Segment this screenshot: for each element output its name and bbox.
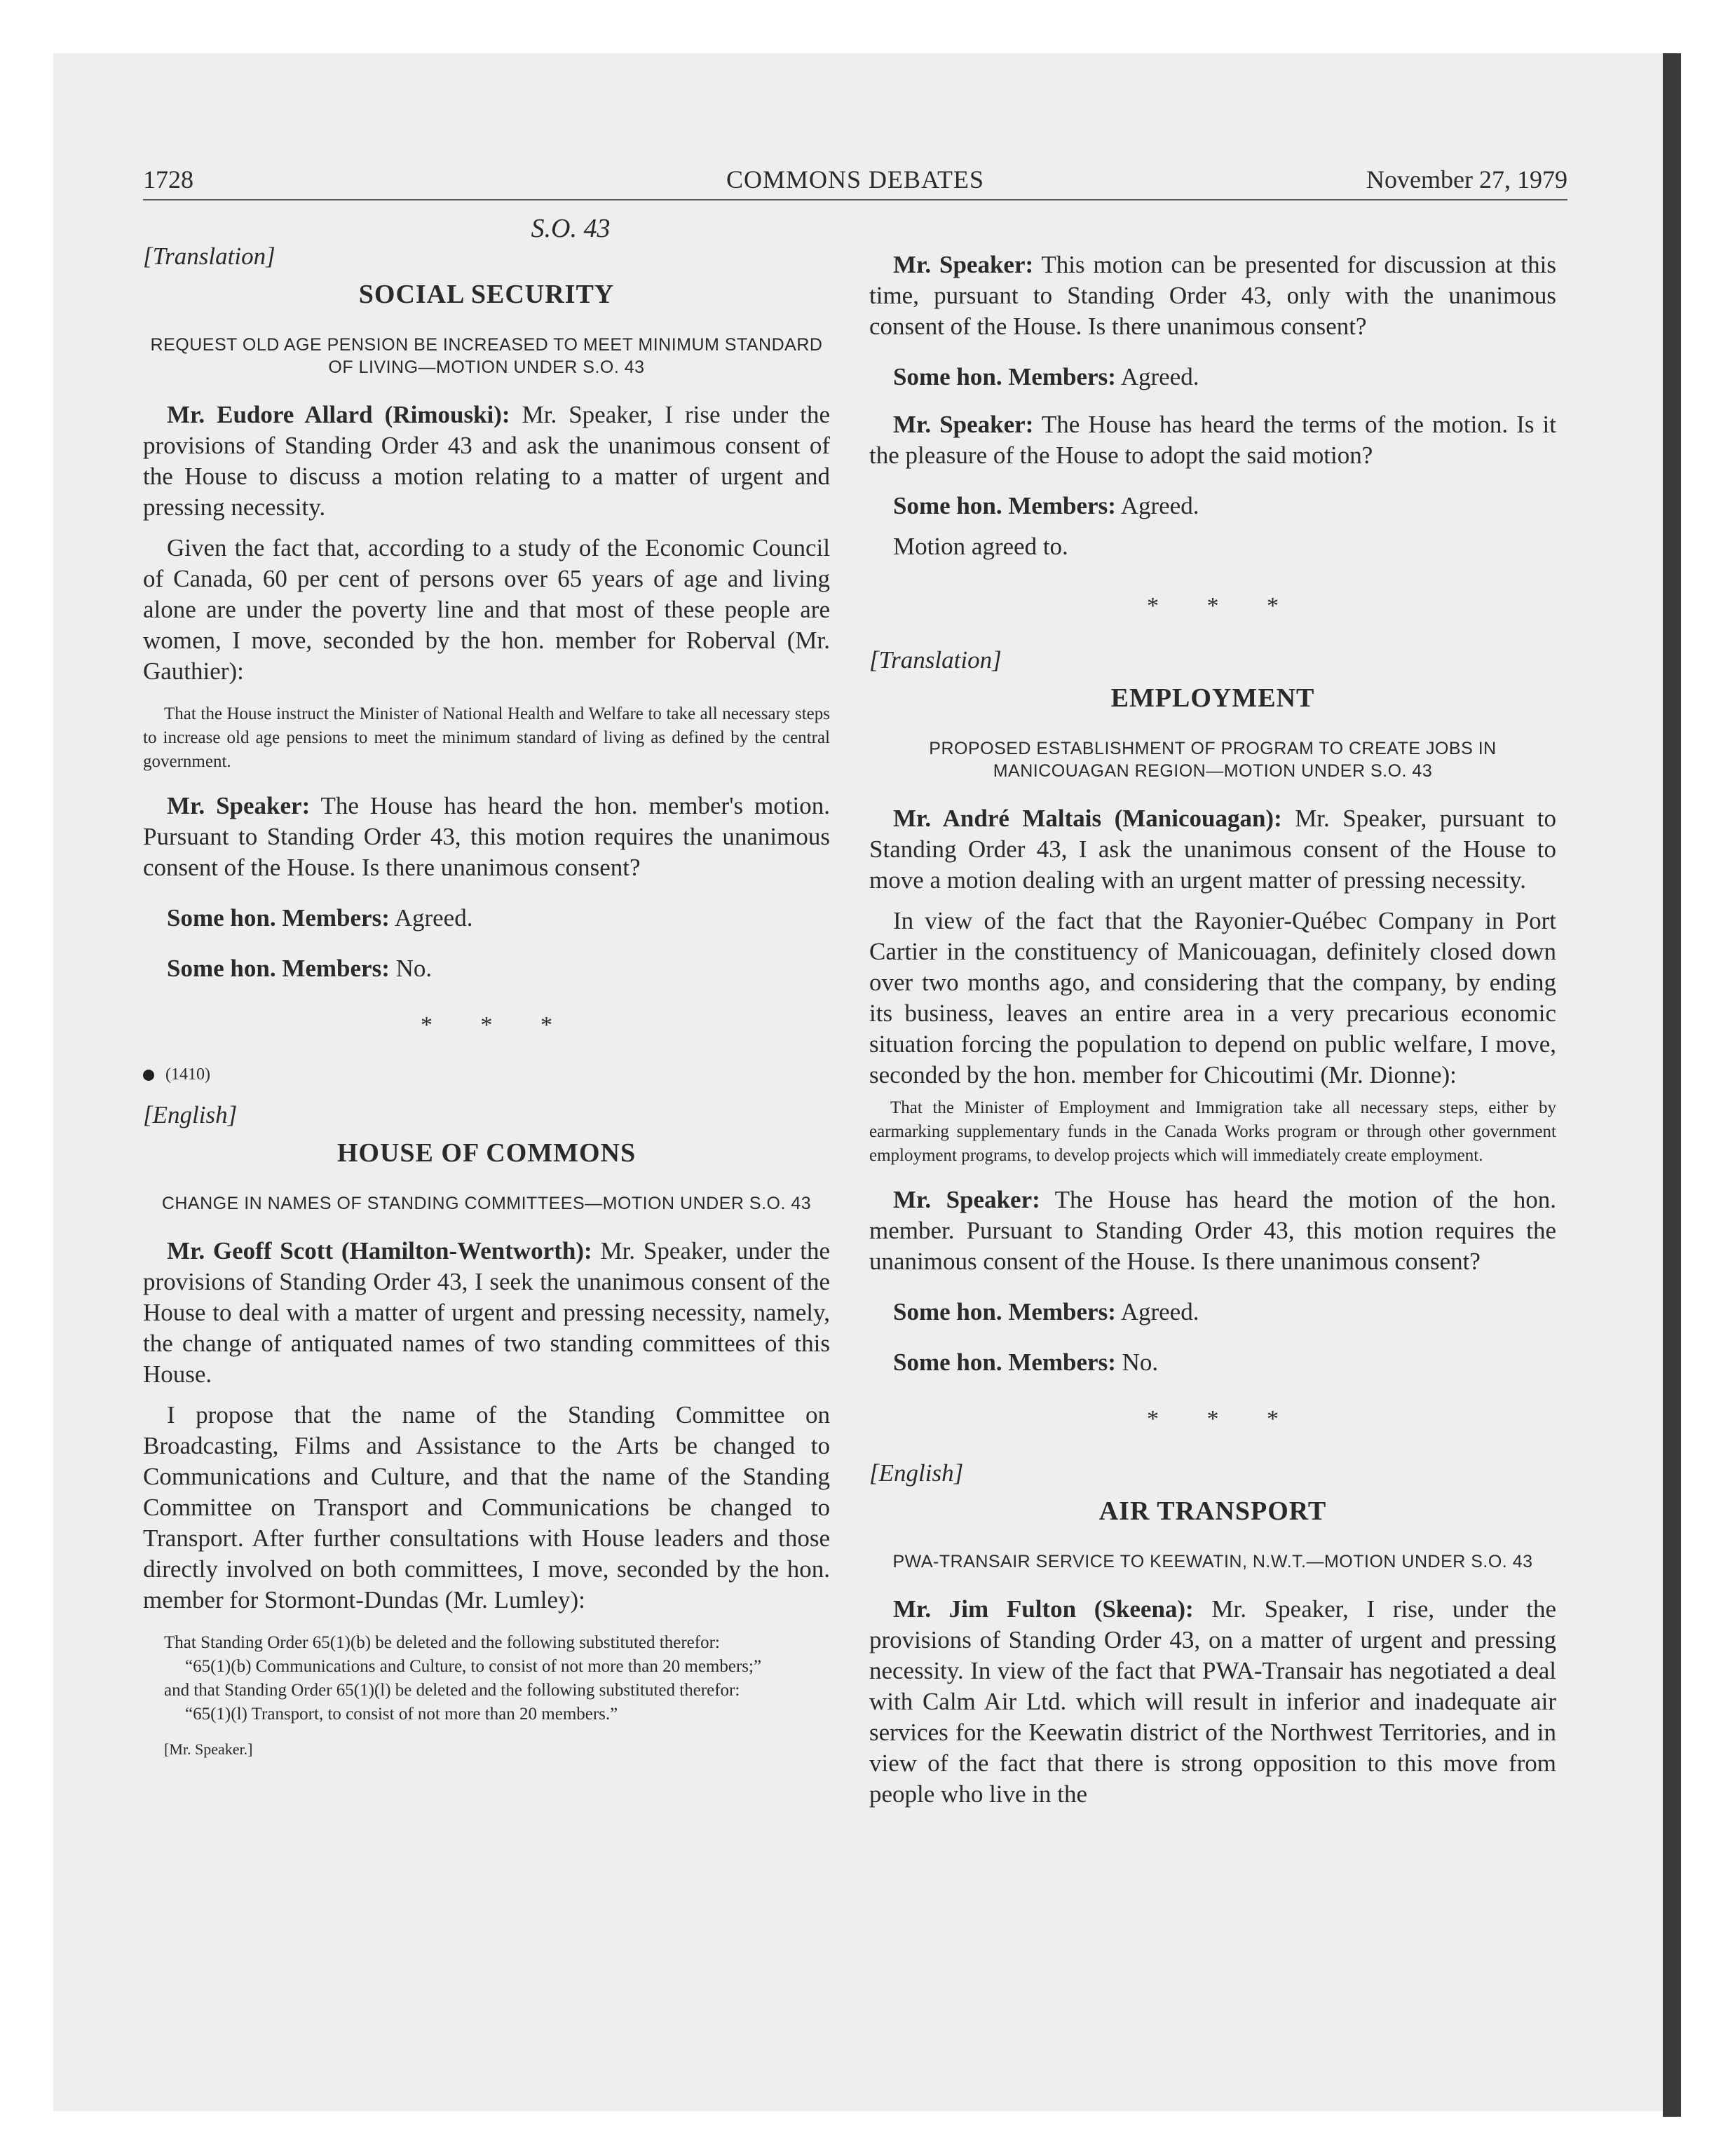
section-label-so43: S.O. 43: [531, 214, 611, 243]
speaker-name: Mr. Speaker:: [893, 1186, 1040, 1213]
section-separator: * * *: [1147, 593, 1300, 619]
speaker-name: Mr. André Maltais (Manicouagan):: [893, 805, 1282, 832]
paragraph-fulton-intro: [869, 1594, 1556, 1810]
paragraph-text: Mr. Speaker, under the provisions of Standing Order 43, I seek the unanimous consent of the House to deal with a matter of urgent and pressing necessity, namely, the change of antiquated names of two standing committees of this House.: [143, 1237, 830, 1388]
speaker-name: Mr. Eudore Allard (Rimouski):: [167, 401, 510, 428]
page-date: November 27, 1979: [1366, 165, 1567, 193]
paragraph-text: This motion can be presented for discussion at this time, pursuant to Standing Order 43, only with the unanimous consent of the House. Is there unanimous consent?: [869, 251, 1556, 340]
translation-tag: [Translation]: [143, 243, 275, 270]
reply-text: No.: [389, 955, 433, 982]
motion-text-line-4: “65(1)(l) Transport, to consist of not more than 20 members.”: [185, 1705, 618, 1724]
speaker-name: Mr. Geoff Scott (Hamilton-Wentworth):: [167, 1237, 592, 1264]
motion-text-line-2: “65(1)(b) Communications and Culture, to consist of not more than 20 members;”: [185, 1657, 762, 1676]
reply-text: Agreed.: [389, 904, 473, 932]
publication-title: COMMONS DEBATES: [726, 165, 985, 193]
section-separator: * * *: [421, 1012, 573, 1038]
paragraph-speaker-response: [869, 1185, 1556, 1277]
motion-text-line-3: and that Standing Order 65(1)(l) be deleted and the following substituted therefor:: [164, 1681, 740, 1700]
section-subheading-social-security: REQUEST OLD AGE PENSION BE INCREASED TO MEET MINIMUM STANDARD OF LIVING—MOTION UNDER S.O. 43: [150, 335, 823, 377]
speaker-name: Some hon. Members:: [893, 492, 1116, 519]
paragraph-speaker-response: [143, 791, 830, 883]
speaker-name: Some hon. Members:: [893, 363, 1116, 390]
paragraph-text: Mr. Speaker, I rise under the provisions of Standing Order 43 and ask the unanimous consent of the House to discuss a motion relating to a matter of urgent and pressing necessity.: [143, 401, 830, 521]
scan-edge-bar: [1663, 53, 1681, 2117]
reply-text: Agreed.: [1115, 1298, 1199, 1325]
motion-text-pensions: That the House instruct the Minister of National Health and Welfare to take all necessary steps to increase old age pensions to meet the minimum standard of living as defined by the central government.: [143, 704, 830, 771]
speaker-name: Some hon. Members:: [893, 1298, 1116, 1325]
speaker-name: Some hon. Members:: [167, 955, 390, 982]
motion-text-line-1: That Standing Order 65(1)(b) be deleted and the following substituted therefor:: [164, 1633, 720, 1652]
page-number: 1728: [143, 165, 193, 193]
section-separator: * * *: [1147, 1406, 1300, 1432]
members-reply-agreed: [869, 491, 1556, 521]
paragraph-speaker-consent: [869, 250, 1556, 342]
members-reply-agreed: [143, 903, 830, 934]
time-marker: [143, 1065, 830, 1084]
members-reply-no: [143, 953, 830, 984]
motion-text-employment: That the Minister of Employment and Immigration take all necessary steps, either by earmarking supplementary funds in the Canada Works program or through other government employment programs, to develop projects which will immediately create employment.: [869, 1098, 1556, 1165]
english-tag: [English]: [143, 1101, 238, 1128]
reply-text: Agreed.: [1115, 492, 1199, 519]
paragraph-maltais-preamble: In view of the fact that the Rayonier-Québec Company in Port Cartier in the constituency of Manicouagan, definitely closed down over two months ago, and considering that the company, by ending its business, leaves an entire area in a very precarious economic situation forcing the population to depend on public welfare, I move, seconded by the hon. member for Chicoutimi (Mr. Dionne):: [869, 907, 1556, 1089]
paragraph-allard-intro: [143, 400, 830, 523]
paragraph-speaker-adopt: [869, 409, 1556, 471]
section-subheading-air-transport: PWA-TRANSAIR SERVICE TO KEEWATIN, N.W.T.—MOTION UNDER S.O. 43: [892, 1552, 1533, 1571]
section-heading-house-of-commons: HOUSE OF COMMONS: [336, 1138, 637, 1168]
translation-tag: [Translation]: [869, 646, 1002, 674]
paragraph-scott-proposal: I propose that the name of the Standing Committee on Broadcasting, Films and Assistance to the Arts be changed to Communications and Culture, and that the name of the Standing Committee on Transport and Communications be changed to Transport. After further consultations with House leaders and those directly involved on both committees, I move, seconded by the hon. member for Stormont-Dundas (Mr. Lumley):: [143, 1401, 830, 1613]
section-subheading-house-of-commons: CHANGE IN NAMES OF STANDING COMMITTEES—MOTION UNDER S.O. 43: [161, 1194, 812, 1213]
paragraph-scott-intro: [143, 1236, 830, 1390]
bullet-icon: [143, 1070, 154, 1081]
english-tag: [English]: [869, 1459, 964, 1487]
members-reply-agreed: [869, 362, 1556, 393]
speaker-name: Mr. Speaker:: [167, 792, 311, 819]
reply-text: No.: [1115, 1349, 1159, 1376]
time-marker-text: (1410): [165, 1065, 210, 1084]
paragraph-text: The House has heard the motion of the hon. member. Pursuant to Standing Order 43, this motion requires the unanimous consent of the House. Is there unanimous consent?: [869, 1186, 1556, 1275]
paragraph-allard-motion-preamble: Given the fact that, according to a study of the Economic Council of Canada, 60 per cent of persons over 65 years of age and living alone are under the poverty line and that most of these people are women, I move, seconded by the hon. member for Roberval (Mr. Gauthier):: [143, 534, 830, 685]
paragraph-text: The House has heard the hon. member's motion. Pursuant to Standing Order 43, this motion requires the unanimous consent of the House. Is there unanimous consent?: [143, 792, 830, 881]
motion-agreed: Motion agreed to.: [893, 533, 1068, 560]
speaker-name: Mr. Speaker:: [893, 411, 1034, 438]
speaker-tag: [Mr. Speaker.]: [164, 1740, 253, 1758]
speaker-name: Some hon. Members:: [167, 904, 390, 932]
speaker-name: Some hon. Members:: [893, 1349, 1116, 1376]
paragraph-maltais-intro: [869, 803, 1556, 896]
paragraph-text: The House has heard the terms of the motion. Is it the pleasure of the House to adopt the said motion?: [869, 411, 1557, 469]
members-reply-agreed: [869, 1297, 1556, 1328]
speaker-name: Mr. Jim Fulton (Skeena):: [893, 1595, 1194, 1623]
section-heading-social-security: SOCIAL SECURITY: [358, 280, 615, 309]
section-heading-air-transport: AIR TRANSPORT: [1098, 1496, 1327, 1526]
reply-text: Agreed.: [1115, 363, 1199, 390]
running-header: [143, 163, 1567, 200]
section-subheading-employment: PROPOSED ESTABLISHMENT OF PROGRAM TO CREATE JOBS IN MANICOUAGAN REGION—MOTION UNDER S.O. 43: [929, 739, 1497, 781]
members-reply-no: [869, 1347, 1556, 1378]
paragraph-text: Mr. Speaker, pursuant to Standing Order 43, I ask the unanimous consent of the House to move a motion dealing with an urgent matter of pressing necessity.: [869, 805, 1556, 894]
right-column: [869, 250, 1556, 1810]
left-column: [143, 210, 830, 1760]
section-heading-employment: EMPLOYMENT: [1110, 683, 1315, 713]
speaker-name: Mr. Speaker:: [893, 251, 1034, 278]
paragraph-text: Mr. Speaker, I rise, under the provisions of Standing Order 43, on a matter of urgent and pressing necessity. In view of the fact that PWA-Transair has negotiated a deal with Calm Air Ltd. which will result in inferior and inadequate air services for the Keewatin district of the Northwest Territories, and in view of the fact that there is strong opposition to this move from people who live in the: [869, 1595, 1556, 1808]
